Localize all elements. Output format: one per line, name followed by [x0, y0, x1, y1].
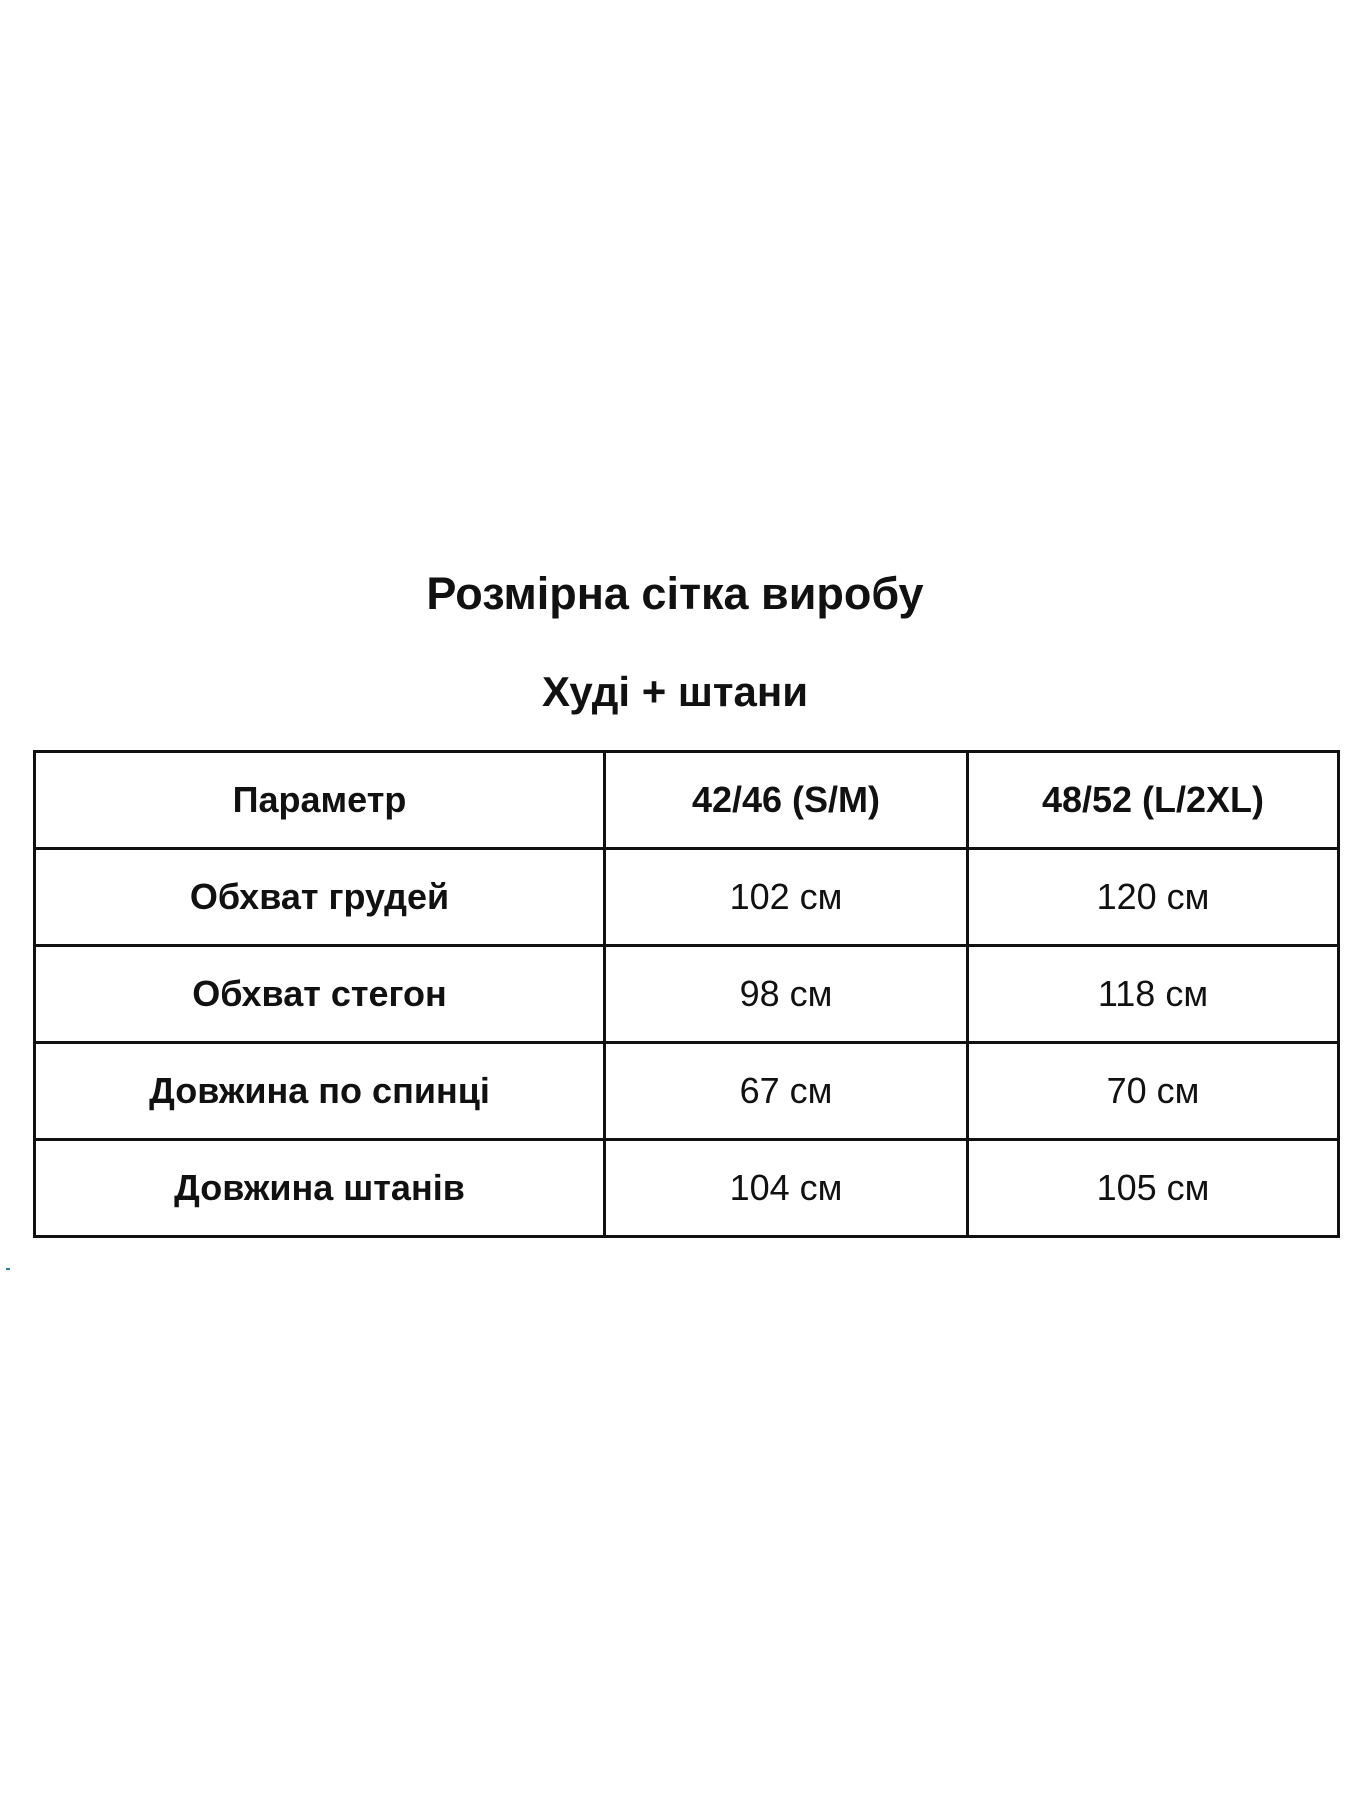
cell-size-l2xl: 105 см	[968, 1140, 1339, 1237]
cell-size-sm: 98 см	[605, 946, 968, 1043]
cell-size-l2xl: 70 см	[968, 1043, 1339, 1140]
cell-size-sm: 102 см	[605, 849, 968, 946]
row-parameter: Довжина штанів	[35, 1140, 605, 1237]
size-chart-table	[33, 750, 1340, 1238]
cell-size-sm: 104 см	[605, 1140, 968, 1237]
header-size-l2xl: 48/52 (L/2XL)	[968, 752, 1339, 849]
header-parameter: Параметр	[35, 752, 605, 849]
cell-size-sm: 67 см	[605, 1043, 968, 1140]
table-row	[35, 1140, 1339, 1237]
row-parameter: Обхват стегон	[35, 946, 605, 1043]
table-row	[35, 946, 1339, 1043]
row-parameter: Довжина по спинці	[35, 1043, 605, 1140]
stray-mark	[6, 1268, 10, 1270]
header-size-sm: 42/46 (S/M)	[605, 752, 968, 849]
row-parameter: Обхват грудей	[35, 849, 605, 946]
page-title: Розмірна сітка виробу	[426, 568, 924, 619]
cell-size-l2xl: 118 см	[968, 946, 1339, 1043]
table-header-row	[35, 752, 1339, 849]
table-row	[35, 849, 1339, 946]
page-subtitle: Худі + штани	[541, 668, 809, 715]
table-row	[35, 1043, 1339, 1140]
cell-size-l2xl: 120 см	[968, 849, 1339, 946]
